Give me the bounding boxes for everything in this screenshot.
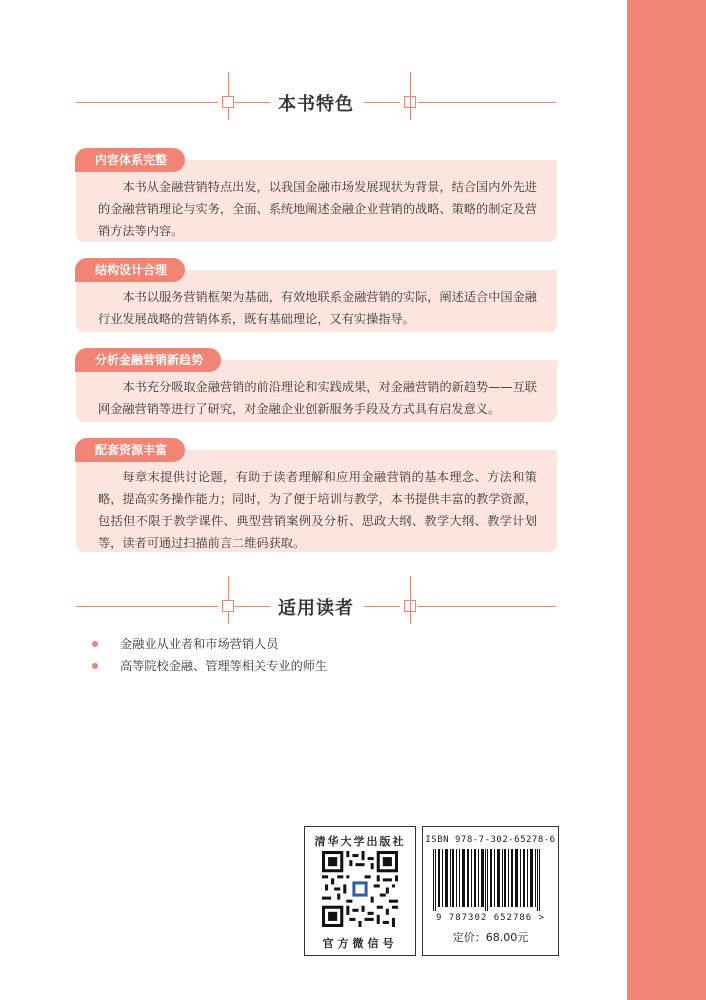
isbn-text: ISBN 978-7-302-65278-6 [425, 835, 556, 845]
feature-tag: 配套资源丰富 [75, 438, 185, 462]
feature-tag: 结构设计合理 [75, 258, 185, 282]
spine-band [627, 0, 706, 1000]
features-section-header [76, 72, 556, 132]
feature-box-structure [76, 263, 557, 332]
list-item: 金融业从业者和市场营销人员 [92, 633, 327, 655]
feature-text: 本书从金融营销特点出发，以我国金融市场发展现状为背景，结合国内外先进的金融营销理论与实务，全面、系统地阐述金融企业营销的战略、策略的制定及营销方法等内容。 [98, 180, 537, 238]
barcode-icon [429, 849, 551, 911]
feature-box-content [76, 153, 557, 242]
feature-text: 本书以服务营销框架为基础，有效地联系金融营销的实际，阐述适合中国金融行业发展战略的营销体系，既有基础理论，又有实操指导。 [98, 290, 537, 326]
qr-code-box [304, 826, 416, 956]
publisher-name: 清华大学出版社 [314, 835, 406, 848]
feature-tag: 内容体系完整 [75, 148, 185, 172]
feature-box-resources [76, 443, 557, 552]
isbn-barcode-box [422, 826, 559, 956]
feature-text: 本书充分吸取金融营销的前沿理论和实践成果，对金融营销的新趋势——互联网金融营销等进行了研究，对金融企业创新服务手段及方式具有启发意义。 [98, 380, 537, 416]
feature-box-trends [76, 353, 557, 422]
feature-text: 每章末提供讨论题，有助于读者理解和应用金融营销的基本理念、方法和策略，提高实务操作能力；同时，为了便于培训与教学，本书提供丰富的教学资源，包括但不限于教学课件、典型营销案例及分析、思政大纲、教学大纲、教学计划等，读者可通过扫描前言二维码获取。 [98, 470, 537, 550]
list-item: 高等院校金融、管理等相关专业的师生 [92, 655, 327, 677]
feature-tag: 分析金融营销新趋势 [75, 348, 221, 372]
bullet-icon [92, 663, 98, 669]
qr-code-icon [322, 851, 398, 927]
price-label: 定价：68.00元 [452, 931, 529, 944]
barcode-digits: 9 787302 652786 > [435, 913, 546, 923]
audience-section-header [76, 576, 556, 636]
audience-title: 适用读者 [278, 598, 354, 619]
features-title: 本书特色 [278, 94, 354, 115]
wechat-label: 官方微信号 [322, 937, 398, 950]
audience-list [92, 633, 327, 677]
bullet-icon [92, 641, 98, 647]
